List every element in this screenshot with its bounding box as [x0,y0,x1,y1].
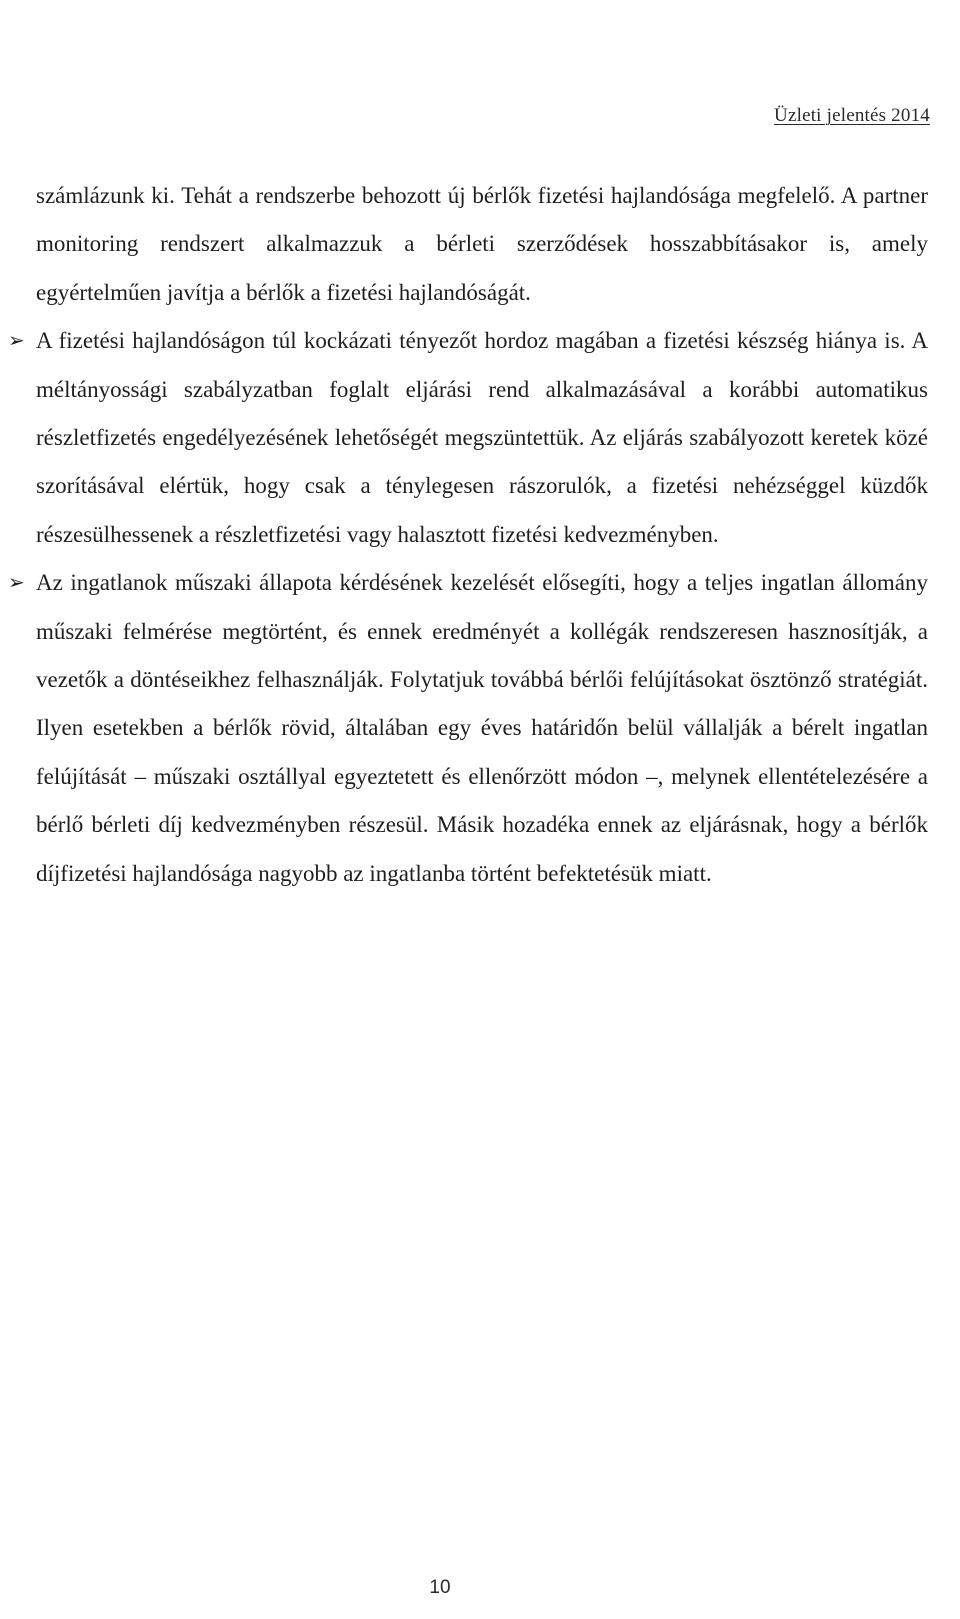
bullet-paragraph [8,559,928,898]
page-header: Üzleti jelentés 2014 [774,105,930,126]
page-number: 10 [429,1577,451,1598]
bullet-paragraph-text: Az ingatlanok műszaki állapota kérdésének kezelését elősegíti, hogy a teljes ingatlan állomány műszaki felmérése megtörtént, és ennek eredményét a kollégák rendszeresen hasznosítják, a vezetők a döntéseikhez felhasználják. Folytatjuk továbbá bérlői felújításokat ösztönző stratégiát. Ilyen esetekben a bérlők rövid, általában egy éves határidőn belül vállalják a bérelt ingatlan felújítását – műszaki osztállyal egyeztetett és ellenőrzött módon –, melynek ellentételezésére a bérlő bérleti díj kedvezményben részesül. Másik hozadéka ennek az eljárásnak, hogy a bérlők díjfizetési hajlandósága nagyobb az ingatlanba történt befektetésük miatt. [36,570,928,886]
bullet-paragraph-text: A fizetési hajlandóságon túl kockázati tényezőt hordoz magában a fizetési készség hiánya is. A méltányossági szabályzatban foglalt eljárási rend alkalmazásával a korábbi automatikus részletfizetés engedélyezésének lehetőségét megszüntettük. Az eljárás szabályozott keretek közé szorításával elértük, hogy csak a ténylegesen rászorulók, a fizetési nehézséggel küzdők részesülhessenek a részletfizetési vagy halasztott fizetési kedvezményben. [36,328,928,547]
arrow-bullet-icon: ➢ [8,330,25,353]
document-body [8,172,928,898]
bullet-paragraph [8,317,928,559]
paragraph: számlázunk ki. Tehát a rendszerbe behozott új bérlők fizetési hajlandósága megfelelő. A partner monitoring rendszert alkalmazzuk a bérleti szerződések hosszabbításakor is, amely egyértelműen javítja a bérlők a fizetési hajlandóságát. [36,183,928,305]
arrow-bullet-icon: ➢ [8,572,25,595]
